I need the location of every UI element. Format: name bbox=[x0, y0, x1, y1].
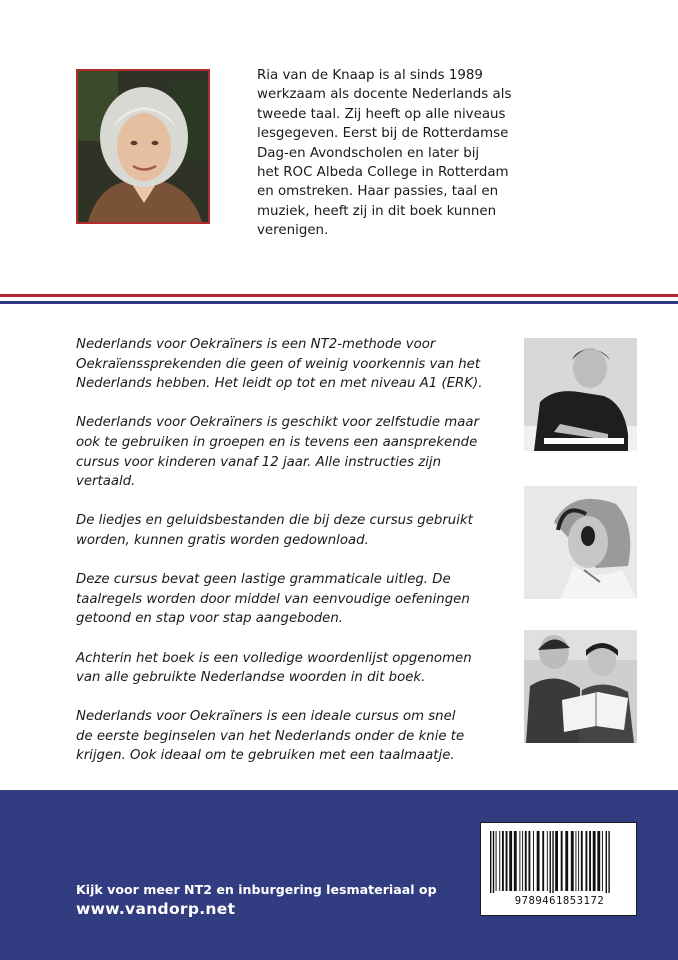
barcode-bar bbox=[542, 831, 544, 891]
bio-line: Dag-en Avondscholen en later bij bbox=[257, 145, 480, 161]
barcode-bar bbox=[528, 831, 530, 891]
barcode-bar bbox=[581, 831, 583, 891]
barcode-bar bbox=[608, 831, 609, 893]
text-line: van alle gebruikte Nederlandse woorden in dit boek. bbox=[76, 670, 426, 686]
barcode-bar bbox=[490, 831, 491, 893]
barcode-icon bbox=[490, 831, 629, 893]
bio-line: werkzaam als docente Nederlands als bbox=[257, 87, 512, 103]
text-line: Oekraïenssprekenden die geen of weinig voorkennis van het bbox=[76, 356, 481, 372]
author-bio bbox=[257, 66, 557, 241]
barcode-bar bbox=[578, 831, 579, 891]
text-line: Nederlands hebben. Het leidt op tot en met niveau A1 (ERK). bbox=[76, 376, 483, 392]
barcode-bar bbox=[499, 831, 500, 891]
footer-tagline: Kijk voor meer NT2 en inburgering lesmateriaal op bbox=[76, 882, 437, 897]
footer-band bbox=[0, 790, 678, 960]
bio-line: lesgegeven. Eerst bij de Rotterdamse bbox=[257, 126, 509, 142]
description-paragraph bbox=[76, 707, 500, 766]
barcode-bar bbox=[502, 831, 504, 891]
barcode-bar bbox=[509, 831, 512, 891]
barcode-bar bbox=[589, 831, 591, 891]
bio-line: Ria van de Knaap is al sinds 1989 bbox=[257, 68, 483, 83]
woman-headphones-photo bbox=[524, 486, 637, 599]
barcode-bar bbox=[525, 831, 527, 891]
barcode-bar bbox=[496, 831, 497, 891]
barcode-bar bbox=[537, 831, 540, 891]
barcode-bar bbox=[519, 831, 520, 891]
bio-line: verenigen. bbox=[257, 223, 329, 239]
barcode-bar bbox=[555, 831, 558, 891]
barcode-bar bbox=[514, 831, 517, 891]
text-line: vertaald. bbox=[76, 474, 136, 490]
barcode-bar bbox=[606, 831, 607, 893]
author-photo bbox=[76, 69, 210, 224]
isbn-number: 9789461853172 bbox=[514, 895, 605, 907]
description-paragraph bbox=[76, 335, 500, 394]
description-paragraph bbox=[76, 413, 500, 491]
isbn-barcode bbox=[480, 822, 637, 916]
text-line: worden, kunnen gratis worden gedownload. bbox=[76, 532, 369, 548]
text-line: Nederlands voor Oekraïners is geschikt voor zelfstudie maar bbox=[76, 415, 479, 431]
barcode-bar bbox=[550, 831, 551, 893]
barcode-bar bbox=[533, 831, 534, 891]
flag-divider bbox=[0, 294, 678, 305]
text-line: De liedjes en geluidsbestanden die bij deze cursus gebruikt bbox=[76, 513, 473, 529]
text-line: Nederlands voor Oekraïners is een ideale cursus om snel bbox=[76, 709, 456, 725]
people-reading-photo bbox=[524, 630, 637, 743]
student-writing-photo bbox=[524, 338, 637, 451]
barcode-bar bbox=[593, 831, 596, 891]
description-paragraph bbox=[76, 649, 500, 688]
text-line: Deze cursus bevat geen lastige grammaticale uitleg. De bbox=[76, 572, 451, 588]
barcode-bar bbox=[585, 831, 587, 891]
barcode-bar bbox=[493, 831, 494, 893]
bio-line: en omstreken. Haar passies, taal en bbox=[257, 184, 499, 200]
flag-blue-stripe bbox=[0, 301, 678, 304]
barcode-bar bbox=[575, 831, 576, 891]
description-paragraph bbox=[76, 570, 500, 629]
barcode-bar bbox=[522, 831, 523, 891]
barcode-bar bbox=[602, 831, 603, 891]
website-link[interactable]: www.vandorp.net bbox=[76, 900, 236, 918]
barcode-bar bbox=[565, 831, 568, 891]
barcode-bar bbox=[571, 831, 574, 891]
text-line: krijgen. Ook ideaal om te gebruiken met een taalmaatje. bbox=[76, 748, 455, 764]
text-line: Achterin het boek is een volledige woordenlijst opgenomen bbox=[76, 650, 472, 666]
bio-line: muziek, heeft zij in dit boek kunnen bbox=[257, 203, 497, 219]
barcode-bar bbox=[597, 831, 600, 891]
text-line: ook te gebruiken in groepen en is tevens een aansprekende bbox=[76, 434, 478, 450]
barcode-bar bbox=[547, 831, 548, 891]
bio-line: het ROC Albeda College in Rotterdam bbox=[257, 165, 509, 181]
barcode-bar bbox=[561, 831, 563, 891]
text-line: cursus voor kinderen vanaf 12 jaar. Alle instructies zijn bbox=[76, 454, 442, 470]
text-line: taalregels worden door middel van eenvoudige oefeningen bbox=[76, 591, 470, 607]
text-line: de eerste beginselen van het Nederlands onder de knie te bbox=[76, 728, 465, 744]
book-description bbox=[76, 335, 500, 786]
barcode-bar bbox=[506, 831, 508, 891]
text-line: getoond en stap voor stap aangeboden. bbox=[76, 611, 343, 627]
barcode-bar bbox=[552, 831, 553, 893]
bio-line: tweede taal. Zij heeft op alle niveaus bbox=[257, 106, 506, 122]
text-line: Nederlands voor Oekraïners is een NT2-methode voor bbox=[76, 337, 436, 352]
description-paragraph bbox=[76, 511, 500, 550]
